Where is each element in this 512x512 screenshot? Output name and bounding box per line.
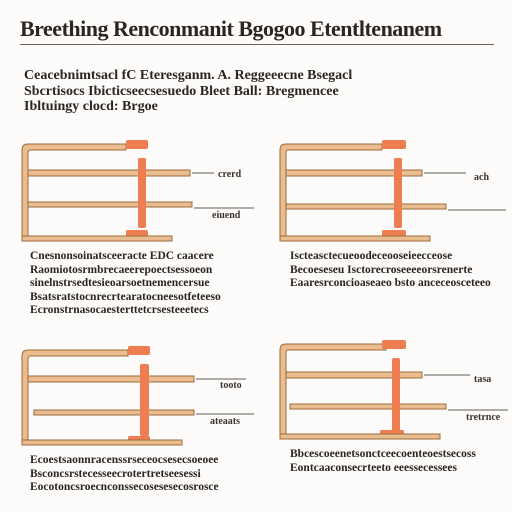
diagram-panel-4 [276,338,512,448]
clamp-rail [286,204,446,209]
panel-caption-4 [290,448,512,475]
caption-line: Bsatsratstocnrecrtearatocneesotfeteeso [30,290,221,303]
clamp-frame [280,344,386,438]
clamp-foot [280,236,430,241]
caption-line: sinelnstrsedtesieoarsoetnemencersue [30,277,210,289]
clamp-bar [28,376,194,382]
caption-line: Ecoestsaonnracenssrseceocsesecsoeoee [30,454,219,466]
page-title: Breething Renconmanit Bgogoo Etentltenanem [20,16,442,41]
clamp-bar [28,170,190,176]
caption-line: Eaaresrconcioaseaeo bsto anceceosceteeo [290,277,491,289]
diagram-panel-3 [14,344,254,454]
caption-line: Cnesnonsoinatsceeracte EDC caacere [30,250,214,262]
clamp-frame [22,144,126,238]
clamp-frame [280,144,382,238]
caption-line: Eocotoncsroecnconssecosesesecosrosce [30,481,219,493]
diagram-panel-2 [276,138,512,248]
caption-line: Becoeseseu Isctorecroseeeeorsrenerte [290,263,473,276]
intro-text [24,68,424,115]
intro-line: Ibltuingy clocd: Brgoe [24,99,158,114]
callout-label-upper: tooto [220,380,242,391]
clamp-screw [392,358,400,432]
clamp-jaw-top [382,140,406,149]
caption-line: Bsconcsrstecesseecrotertretseesessi [30,467,201,480]
intro-line: Sbcrtisocs Ibicticseecsesuedo Bleet Ball: Bregmencee [24,83,339,99]
clamp-foot [280,434,440,439]
clamp-rail [28,202,192,207]
caption-line: Raomiotosrmbrecaeerepoectsessoeon [30,263,213,276]
callout-label-lower: tretrnce [466,412,501,423]
intro-line: Ceacebnimtsacl fC Eteresganm. A. Reggeeecne Bsegacl [24,68,353,83]
caption-line: Eontcaaconsecrteeto eeessecessees [290,461,457,474]
clamp-foot [22,440,182,445]
clamp-diagram-3 [14,344,254,454]
clamp-diagram-2 [276,138,512,248]
clamp-rail [34,410,194,415]
clamp-jaw-top [128,346,150,355]
clamp-jaw-top [126,140,148,149]
caption-line: Ecronstrnasocaesterttetcrsesteeetecs [30,304,209,316]
clamp-diagram-1 [14,138,254,248]
clamp-screw [138,158,146,228]
panel-caption-3 [30,454,252,495]
panel-caption-2 [290,250,512,291]
clamp-bar [286,372,422,378]
panel-caption-1 [30,250,252,318]
clamp-frame [22,350,128,444]
caption-line: Bbcescoeenetsonctceecoenteoestsecoss [290,448,476,460]
clamp-diagram-4 [276,338,512,448]
clamp-screw [140,364,149,436]
clamp-rail [290,404,446,409]
callout-label-lower: ateaats [210,416,240,427]
clamp-screw [394,158,402,228]
callout-label-upper: ach [474,172,489,183]
clamp-foot [22,236,172,241]
diagram-panel-1 [14,138,254,248]
callout-label-upper: crerd [218,169,242,180]
clamp-jaw-top [382,340,406,349]
callout-label-upper: tasa [474,374,492,385]
callout-label-lower: eiuend [212,210,241,221]
caption-line: Iscteasctecueoodeceooseieecceose [290,250,453,262]
title-rule [20,44,494,45]
